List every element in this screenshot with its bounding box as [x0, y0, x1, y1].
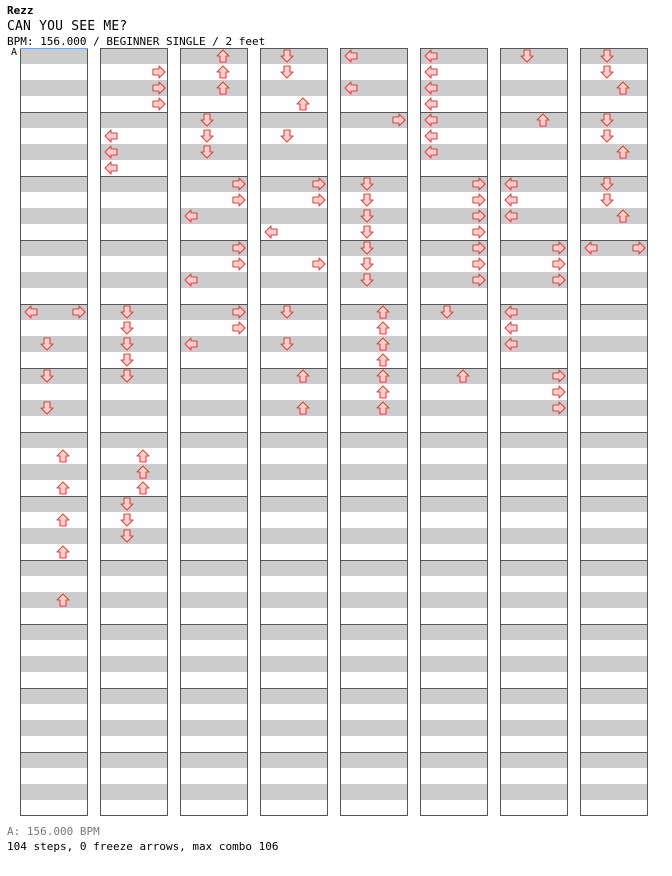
beat-stripe	[180, 656, 248, 672]
chart-column	[340, 48, 408, 816]
beat-stripe	[580, 304, 648, 320]
beat-stripe	[20, 48, 88, 64]
beat-stripe	[180, 720, 248, 736]
beat-stripe	[580, 336, 648, 352]
beat-stripe	[180, 752, 248, 768]
beat-stripe	[420, 720, 488, 736]
beat-stripe	[340, 144, 408, 160]
beat-stripe	[580, 464, 648, 480]
beat-stripe	[100, 624, 168, 640]
beat-stripe	[340, 528, 408, 544]
beat-stripe	[580, 560, 648, 576]
artist-name: Rezz	[7, 4, 34, 17]
beat-stripe	[580, 656, 648, 672]
chart-info: BPM: 156.000 / BEGINNER SINGLE / 2 feet	[7, 35, 266, 48]
beat-stripe	[20, 592, 88, 608]
beat-stripe	[20, 400, 88, 416]
beat-stripe	[20, 560, 88, 576]
beat-stripe	[580, 80, 648, 96]
bpm-legend: A: 156.000 BPM	[7, 825, 100, 838]
beat-stripe	[420, 432, 488, 448]
beat-stripe	[100, 528, 168, 544]
beat-stripe	[260, 368, 328, 384]
beat-stripe	[180, 112, 248, 128]
beat-stripe	[420, 784, 488, 800]
beat-stripe	[340, 624, 408, 640]
beat-stripe	[340, 272, 408, 288]
beat-stripe	[580, 112, 648, 128]
beat-stripe	[500, 144, 568, 160]
beat-stripe	[180, 624, 248, 640]
beat-stripe	[420, 592, 488, 608]
beat-stripe	[100, 560, 168, 576]
beat-stripe	[500, 752, 568, 768]
beat-stripe	[260, 336, 328, 352]
beat-stripe	[420, 496, 488, 512]
beat-stripe	[420, 464, 488, 480]
beat-stripe	[420, 752, 488, 768]
beat-stripe	[580, 784, 648, 800]
beat-stripe	[580, 272, 648, 288]
beat-stripe	[260, 48, 328, 64]
beat-stripe	[340, 304, 408, 320]
beat-stripe	[180, 464, 248, 480]
beat-stripe	[260, 720, 328, 736]
beat-stripe	[500, 656, 568, 672]
chart-column	[180, 48, 248, 816]
beat-stripe	[100, 688, 168, 704]
beat-stripe	[100, 752, 168, 768]
beat-stripe	[100, 496, 168, 512]
beat-stripe	[500, 432, 568, 448]
beat-stripe	[100, 432, 168, 448]
beat-stripe	[180, 144, 248, 160]
beat-stripe	[20, 752, 88, 768]
beat-stripe	[580, 624, 648, 640]
beat-stripe	[260, 240, 328, 256]
beat-stripe	[20, 528, 88, 544]
beat-stripe	[20, 624, 88, 640]
beat-stripe	[340, 400, 408, 416]
beat-stripe	[580, 208, 648, 224]
beat-stripe	[20, 656, 88, 672]
beat-stripe	[180, 592, 248, 608]
beat-stripe	[180, 432, 248, 448]
beat-stripe	[420, 656, 488, 672]
beat-stripe	[20, 336, 88, 352]
chart-column	[500, 48, 568, 816]
beat-stripe	[260, 656, 328, 672]
beat-stripe	[580, 400, 648, 416]
beat-stripe	[20, 464, 88, 480]
beat-stripe	[260, 304, 328, 320]
beat-stripe	[580, 368, 648, 384]
beat-stripe	[100, 240, 168, 256]
beat-stripe	[180, 560, 248, 576]
beat-stripe	[20, 496, 88, 512]
beat-stripe	[420, 688, 488, 704]
beat-stripe	[580, 752, 648, 768]
beat-stripe	[100, 112, 168, 128]
beat-stripe	[20, 112, 88, 128]
bpm-change-line	[20, 48, 88, 49]
beat-stripe	[20, 368, 88, 384]
beat-stripe	[340, 560, 408, 576]
beat-stripe	[260, 144, 328, 160]
beat-stripe	[260, 624, 328, 640]
beat-stripe	[580, 720, 648, 736]
beat-stripe	[100, 400, 168, 416]
beat-stripe	[100, 336, 168, 352]
beat-stripe	[500, 624, 568, 640]
beat-stripe	[580, 592, 648, 608]
beat-stripe	[420, 304, 488, 320]
beat-stripe	[500, 592, 568, 608]
beat-stripe	[420, 400, 488, 416]
beat-stripe	[20, 240, 88, 256]
beat-stripe	[260, 496, 328, 512]
beat-stripe	[100, 48, 168, 64]
beat-stripe	[100, 720, 168, 736]
beat-stripe	[20, 208, 88, 224]
beat-stripe	[100, 208, 168, 224]
beat-stripe	[340, 368, 408, 384]
beat-stripe	[260, 208, 328, 224]
chart-column	[20, 48, 88, 816]
beat-stripe	[180, 528, 248, 544]
beat-stripe	[500, 560, 568, 576]
beat-stripe	[500, 112, 568, 128]
beat-stripe	[180, 48, 248, 64]
beat-stripe	[340, 784, 408, 800]
beat-stripe	[500, 784, 568, 800]
beat-stripe	[100, 656, 168, 672]
beat-stripe	[340, 752, 408, 768]
beat-stripe	[580, 144, 648, 160]
beat-stripe	[340, 688, 408, 704]
beat-stripe	[260, 592, 328, 608]
beat-stripe	[180, 784, 248, 800]
beat-stripe	[100, 592, 168, 608]
beat-stripe	[580, 528, 648, 544]
beat-stripe	[500, 720, 568, 736]
beat-stripe	[340, 432, 408, 448]
beat-stripe	[580, 688, 648, 704]
beat-stripe	[340, 496, 408, 512]
beat-stripe	[260, 560, 328, 576]
beat-stripe	[340, 592, 408, 608]
bpm-marker-label: A	[11, 47, 18, 58]
beat-stripe	[100, 464, 168, 480]
chart-column	[580, 48, 648, 816]
beat-stripe	[420, 560, 488, 576]
beat-stripe	[100, 304, 168, 320]
beat-stripe	[500, 80, 568, 96]
chart-column	[420, 48, 488, 816]
beat-stripe	[340, 240, 408, 256]
beat-stripe	[420, 624, 488, 640]
beat-stripe	[100, 784, 168, 800]
beat-stripe	[260, 784, 328, 800]
beat-stripe	[580, 432, 648, 448]
beat-stripe	[100, 368, 168, 384]
beat-stripe	[340, 464, 408, 480]
beat-stripe	[260, 688, 328, 704]
beat-stripe	[20, 720, 88, 736]
beat-stripe	[420, 336, 488, 352]
beat-stripe	[20, 80, 88, 96]
beat-stripe	[260, 400, 328, 416]
beat-stripe	[260, 80, 328, 96]
beat-stripe	[260, 432, 328, 448]
beat-stripe	[340, 656, 408, 672]
beat-stripe	[180, 496, 248, 512]
beat-stripe	[20, 176, 88, 192]
beat-stripe	[260, 112, 328, 128]
beat-stripe	[20, 432, 88, 448]
beat-stripe	[260, 528, 328, 544]
beat-stripe	[180, 368, 248, 384]
beat-stripe	[420, 368, 488, 384]
beat-stripe	[500, 464, 568, 480]
beat-stripe	[20, 688, 88, 704]
beat-stripe	[340, 720, 408, 736]
song-title: CAN YOU SEE ME?	[7, 19, 128, 34]
beat-stripe	[20, 144, 88, 160]
beat-stripe	[420, 528, 488, 544]
chart-column	[260, 48, 328, 816]
beat-stripe	[580, 48, 648, 64]
beat-stripe	[500, 688, 568, 704]
beat-stripe	[260, 752, 328, 768]
beat-stripe	[180, 400, 248, 416]
beat-stripe	[500, 528, 568, 544]
beat-stripe	[260, 464, 328, 480]
beat-stripe	[340, 208, 408, 224]
beat-stripe	[100, 176, 168, 192]
beat-stripe	[340, 336, 408, 352]
beat-stripe	[20, 784, 88, 800]
beat-stripe	[180, 688, 248, 704]
beat-stripe	[260, 272, 328, 288]
beat-stripe	[580, 176, 648, 192]
beat-stripe	[100, 272, 168, 288]
beat-stripe	[500, 496, 568, 512]
beat-stripe	[180, 80, 248, 96]
beat-stripe	[500, 48, 568, 64]
beat-stripe	[580, 496, 648, 512]
beat-stripe	[340, 176, 408, 192]
step-stats: 104 steps, 0 freeze arrows, max combo 106	[7, 840, 279, 853]
beat-stripe	[20, 272, 88, 288]
